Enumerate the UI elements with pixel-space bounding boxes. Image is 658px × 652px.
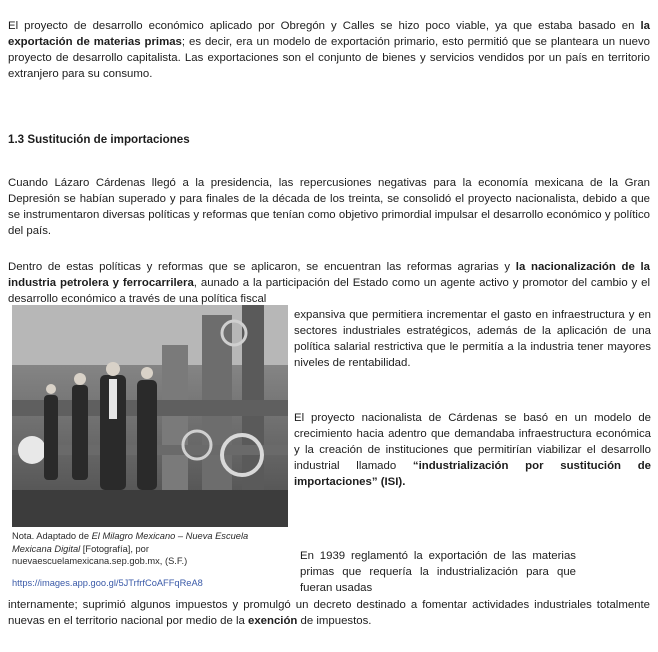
bold-text-run: la nacionalización de la industria petrolera y ferrocarrilera <box>8 261 651 289</box>
caption-source-link[interactable]: https://images.app.goo.gl/5JTrfrfCoAFFqReA8 <box>12 577 203 588</box>
caption-prefix: Nota. Adaptado de <box>12 531 92 541</box>
bold-text-run: exención <box>247 615 298 627</box>
paragraph-cardenas: Cuando Lázaro Cárdenas llegó a la presidencia, las repercusiones negativas para la economía mexicana de la Gran Depresión se habían superado y para finales de la década de los treinta, se consolidó el proyecto nacionalista, debido a que se instrumentaron diversas políticas y reformas que tenían como objetivo primordial impulsar el desarrollo económico y político del país. <box>8 177 650 237</box>
section-heading: 1.3 Sustitución de importaciones <box>8 133 190 146</box>
paragraph-1939: En 1939 reglamentó la exportación de las materias primas que requería la industrialización para que fueran usadas <box>300 550 576 594</box>
text-run: El proyecto de desarrollo económico aplicado por Obregón y Calles se hizo poco viable, ya que estaba basado en <box>8 20 641 32</box>
historical-photo <box>12 305 288 527</box>
paragraph-export-model <box>8 18 650 82</box>
caption-source-title: El Milagro Mexicano – Nueva Escuela Mexicana Digital <box>12 531 249 554</box>
paragraph-1939-continued <box>8 597 650 629</box>
text-run: ; es decir, era un modelo de exportación primario, esto permitió que se planteara un nuevo proyecto de desarrollo capitalista. Las exportaciones son el conjunto de bienes y servicios vendidos por un país en territorio extranjero para su consumo. <box>8 36 651 80</box>
bold-text-run: “industrialización por sustitución de importaciones” (ISI). <box>294 460 651 488</box>
bold-text-run: la exportación de materias primas <box>8 20 650 48</box>
figure-caption <box>12 530 282 589</box>
text-run: de impuestos. <box>297 615 372 627</box>
paragraph-policies <box>8 259 650 307</box>
factory-photo-illustration <box>12 305 288 527</box>
text-run: El proyecto nacionalista de Cárdenas se basó en un modelo de crecimiento hacia adentro que demandaba infraestructura económica y la creación de instituciones que permitirían viabilizar el desarrollo industrial llamado <box>294 412 651 472</box>
text-run: , aunado a la participación del Estado como un agente activo y promotor del cambio y el desarrollo económico a través de una política fiscal <box>8 277 651 305</box>
paragraph-isi <box>294 410 651 490</box>
paragraph-policies-continued: expansiva que permitiera incrementar el gasto en infraestructura y en sectores industriales estratégicos, además de la aplicación de una política salarial restrictiva que le permitía a la industria tener mayores niveles de rentabilidad. <box>294 309 651 369</box>
text-run: internamente; suprimió algunos impuestos y promulgó un decreto destinado a fomentar actividades industriales totalmente nuevas en el territorio nacional por medio de la <box>8 599 650 627</box>
text-run: Dentro de estas políticas y reformas que se aplicaron, se encuentran las reformas agrarias y <box>8 261 516 273</box>
caption-credit: [Fotografía], por nuevaescuelamexicana.sep.gob.mx, (S.F.) <box>12 543 188 566</box>
